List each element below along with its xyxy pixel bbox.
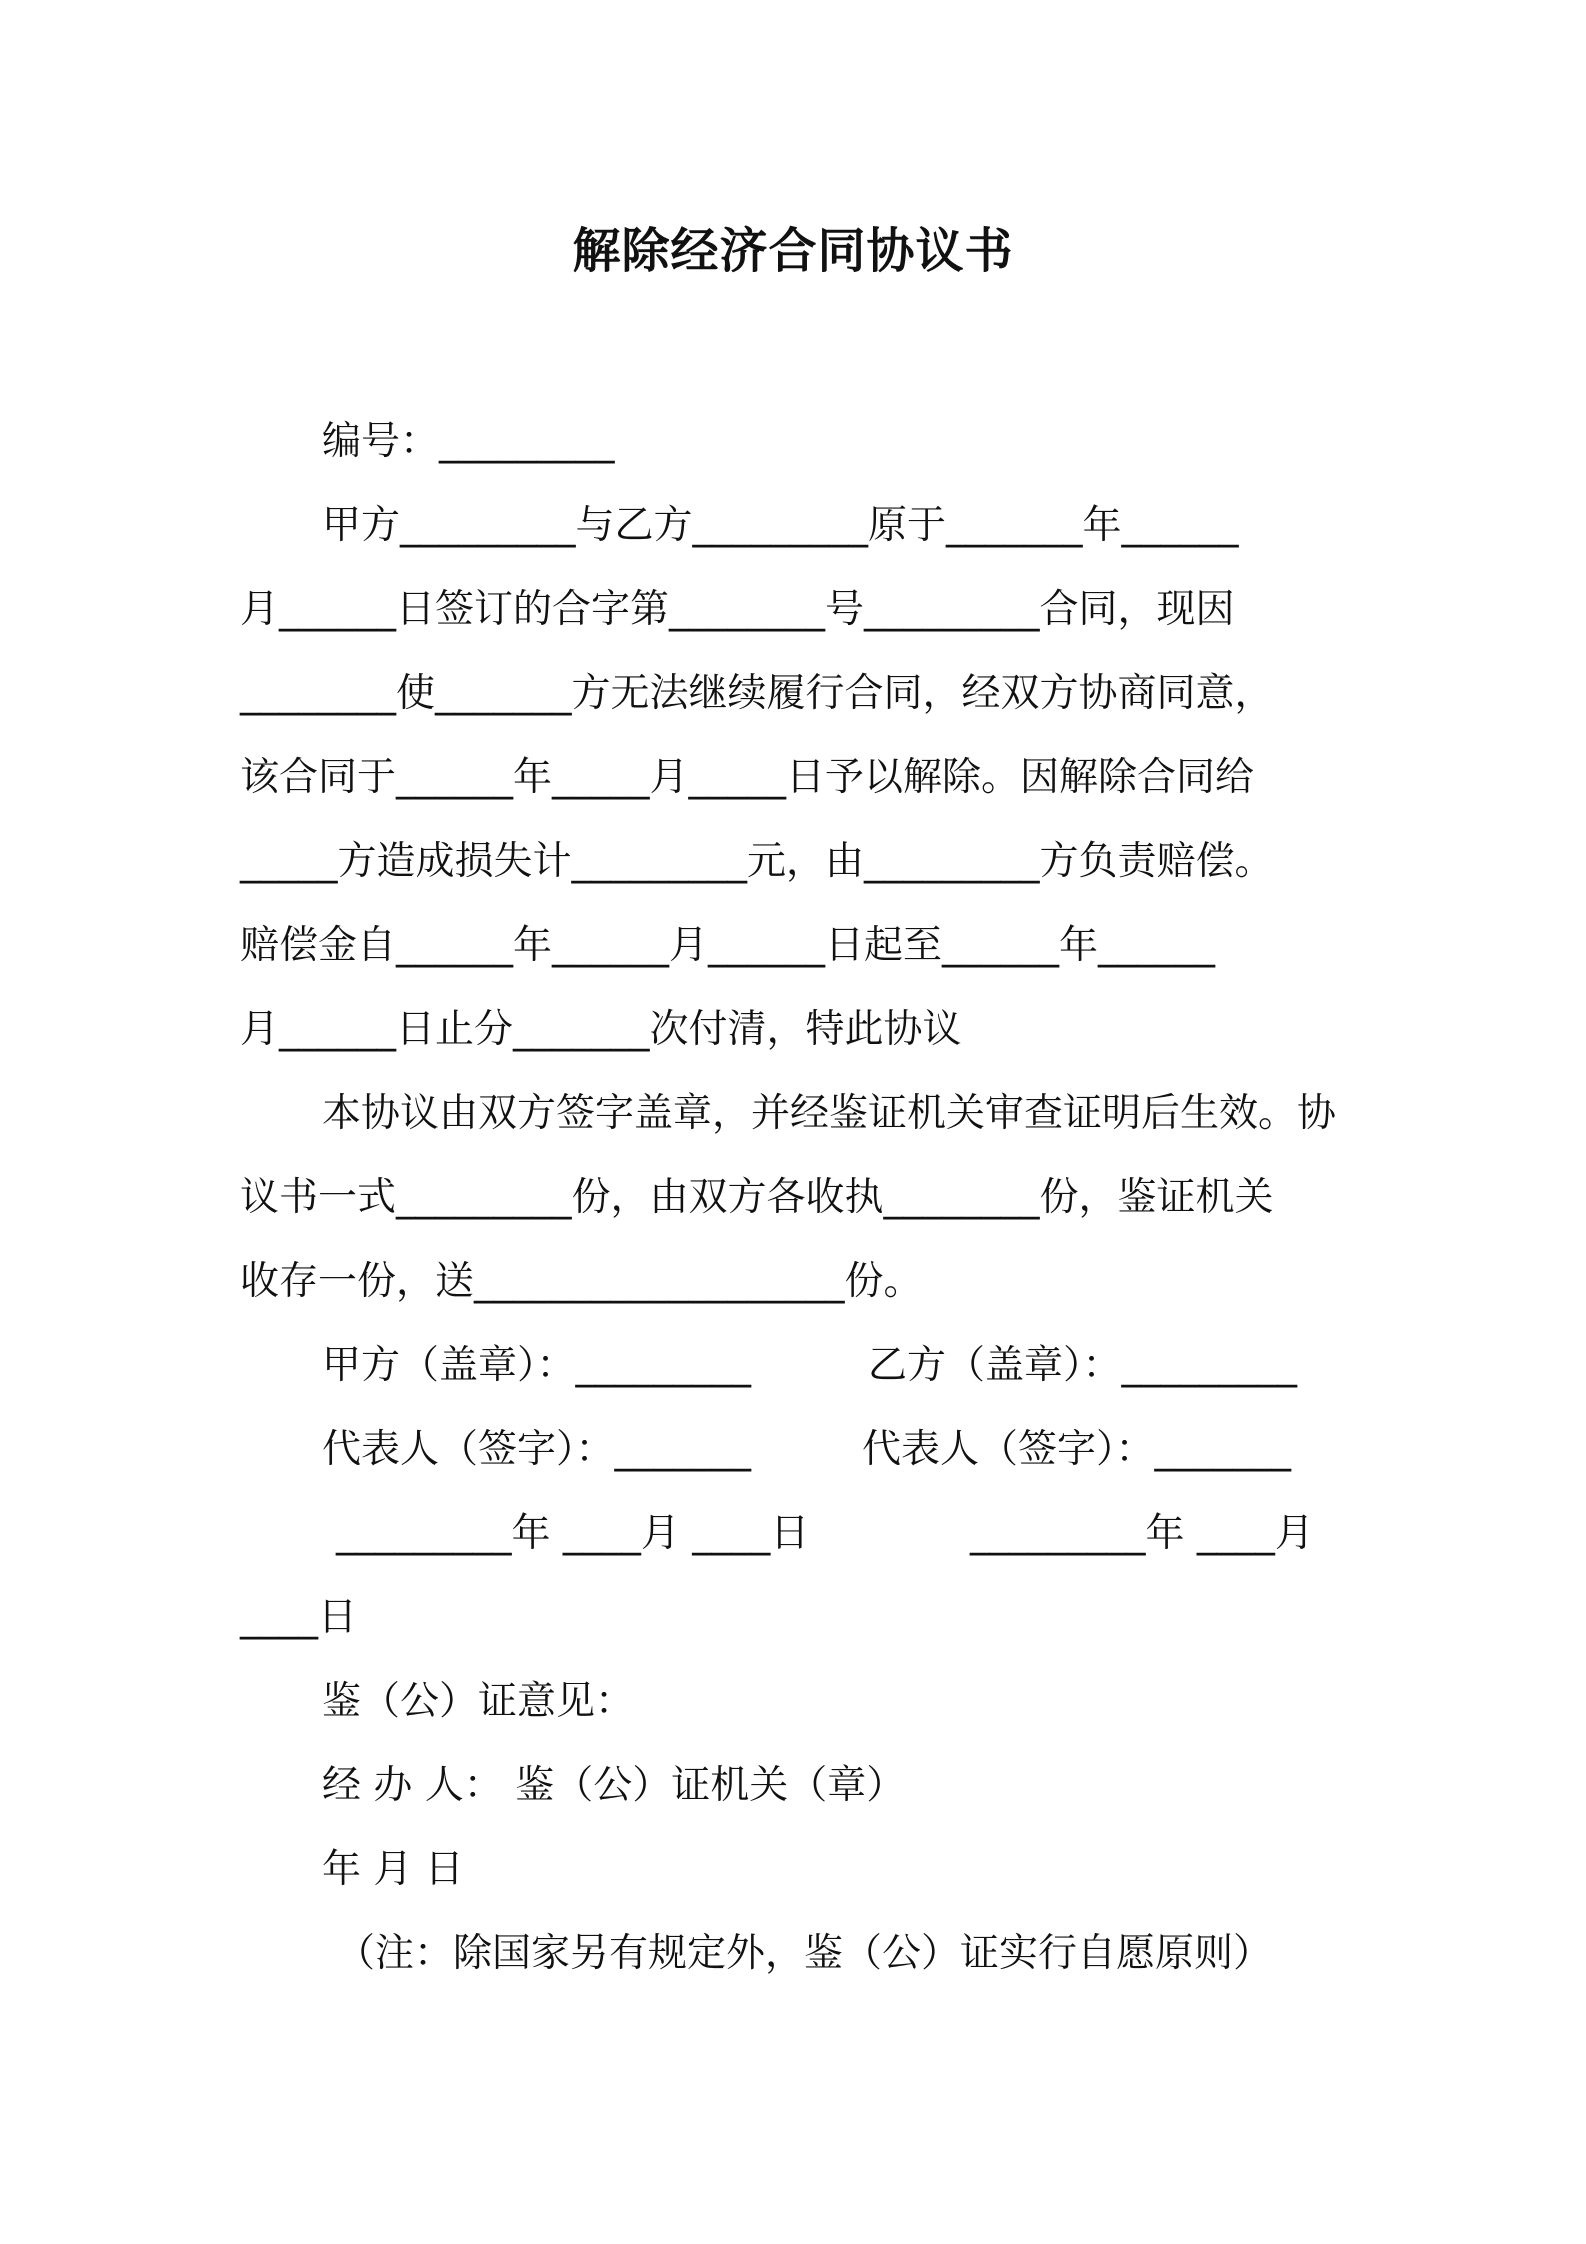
notary-date: 年 月 日 [322,1847,464,1892]
party-a-date: _________年 ____月 ____日 [336,1511,810,1556]
document-title: 解除经济合同协议书 [572,223,1014,279]
paragraph1-line-3: ________使_______方无法继续履行合同，经双方协商同意， [240,671,1274,716]
notary-handler: 经 办 人： 鉴（公）证机关（章） [322,1763,906,1808]
seal-row [240,1324,1370,1408]
party-a-representative: 代表人（签字）：_______ [322,1427,752,1472]
paragraph1-line-1: 甲方_________与乙方_________原于_______年______ [322,503,1239,548]
paragraph1-line-4: 该合同于______年_____月_____日予以解除。因解除合同给 [240,755,1255,800]
party-a-seal: 甲方（盖章）：_________ [322,1343,752,1388]
paragraph2-line-3: 收存一份，送___________________份。 [240,1259,923,1304]
paragraph2-line-1: 本协议由双方签字盖章，并经鉴证机关审查证明后生效。协 [322,1091,1337,1136]
party-b-representative: 代表人（签字）：_______ [862,1427,1292,1472]
contract-number-line: 编号：_________ [322,419,615,464]
party-b-seal: 乙方（盖章）：_________ [868,1343,1298,1388]
notary-note: （注：除国家另有规定外，鉴（公）证实行自愿原则） [336,1931,1273,1976]
paragraph1-line-2: 月______日签订的合字第________号_________合同，现因 [240,587,1235,632]
party-b-date-continued: ____日 [240,1595,358,1640]
paragraph1-line-7: 月______日止分_______次付清，特此协议 [240,1007,962,1052]
notary-opinion: 鉴（公）证意见： [322,1679,635,1724]
date-row [240,1492,1370,1576]
document-body [240,400,1370,1996]
paragraph1-line-6: 赔偿金自______年______月______日起至______年______ [240,923,1216,968]
paragraph2-line-2: 议书一式_________份，由双方各收执________份，鉴证机关 [240,1175,1274,1220]
representative-row [240,1408,1370,1492]
party-b-date: _________年 ____月 [970,1511,1314,1556]
paragraph1-line-5: _____方造成损失计_________元，由_________方负责赔偿。 [240,839,1274,884]
